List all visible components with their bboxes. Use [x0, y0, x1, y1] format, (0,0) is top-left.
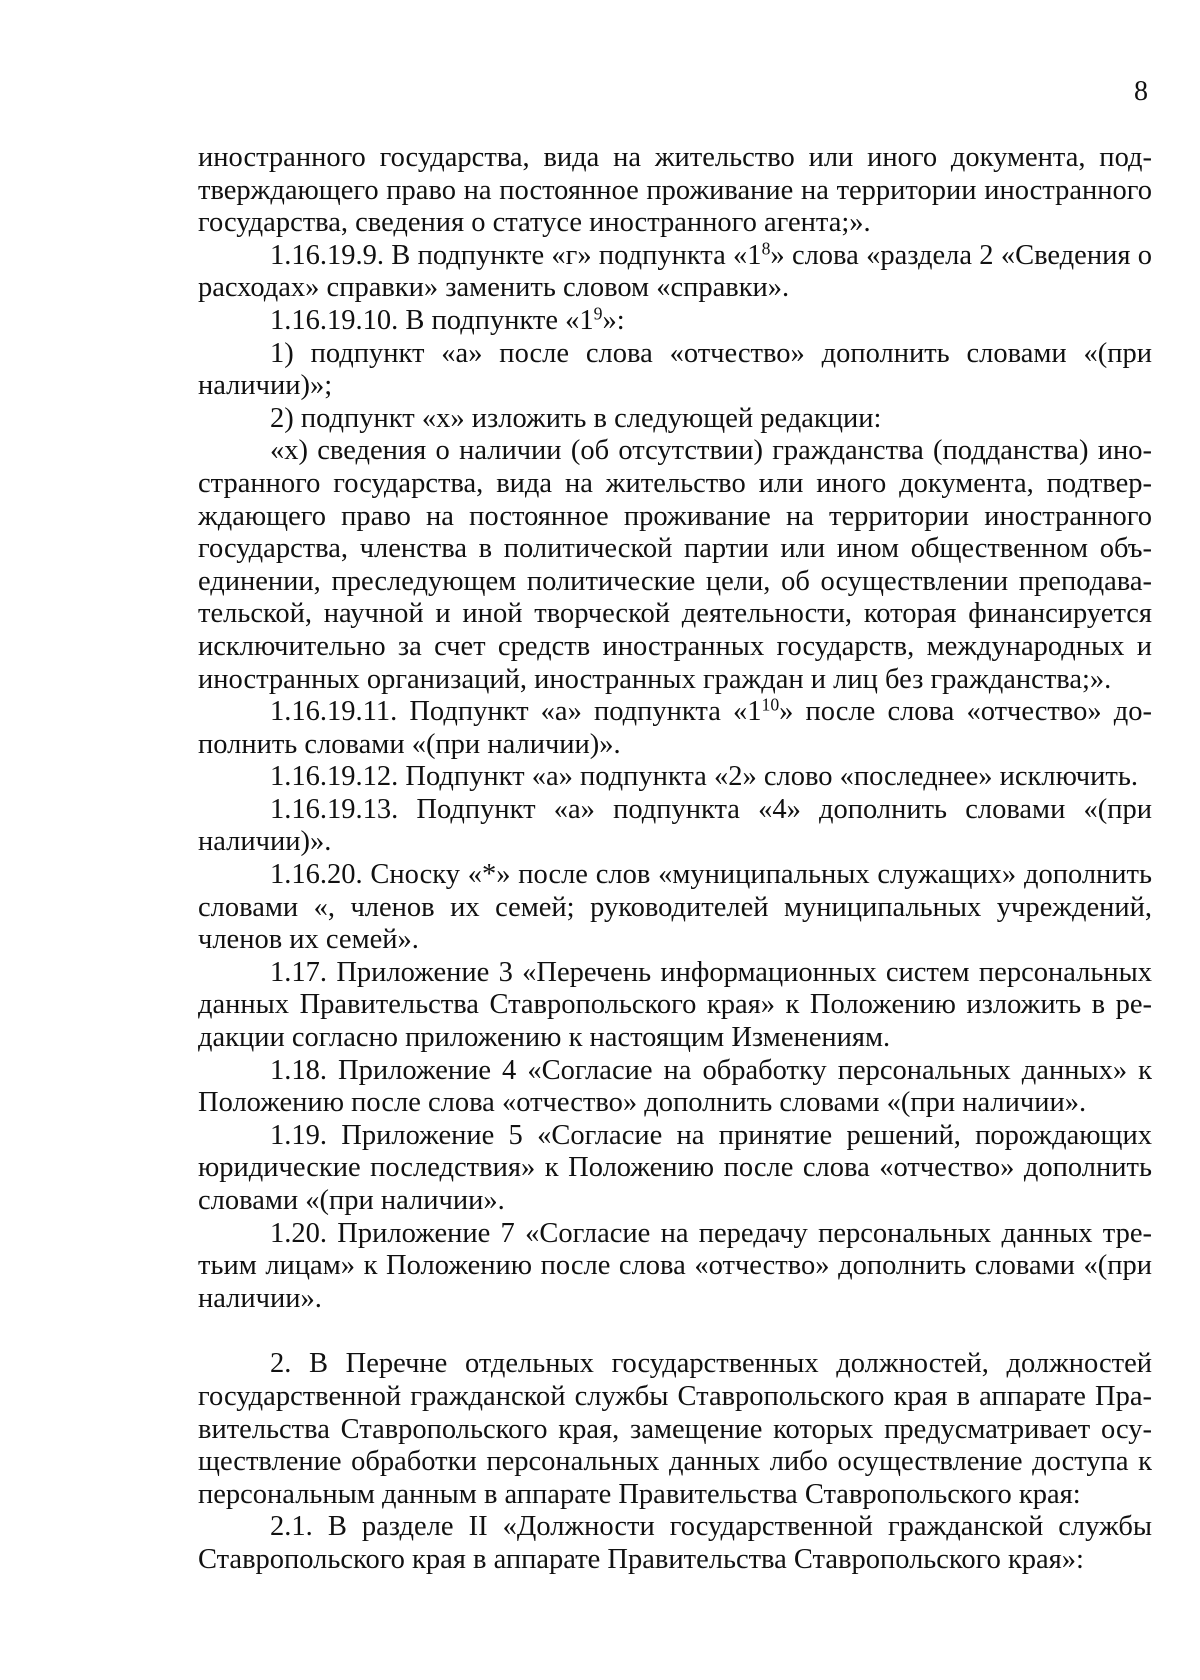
paragraph: «х) сведения о наличии (об отсутствии) гражданства (подданства) иностранного государства, вида на жительство или иного документа, подтверждающего право на постоянное проживание на территории иностранного государства, членства в политической партии или ином общественном объединении, преследующем политические цели, об осуществлении преподавательской, научной и иной творческой деятельности, которая финансируется исключительно за счет средств иностранных государств, международных и иностранных организаций, иностранных граждан и лиц без гражданства;». [198, 435, 1152, 695]
document-body [198, 142, 1152, 1577]
paragraph: 1.17. Приложение 3 «Перечень информационных систем персональных данных Правительства Ставропольского края» к Положению изложить в редакции согласно приложению к настоящим Изменениям. [198, 956, 1152, 1054]
paragraph: 1.16.20. Сноску «*» после слов «муниципальных служащих» дополнить словами «, членов их семей; руководителей муниципальных учреждений, членов их семей». [198, 859, 1152, 956]
superscript: 9 [593, 303, 603, 324]
paragraph: 1.16.19.12. Подпункт «а» подпункта «2» слово «последнее» исключить. [270, 761, 1138, 793]
paragraph: иностранного государства, вида на жительство или иного документа, подтверждающего право на постоянное проживание на территории иностранного государства, сведения о статусе иностранного агента;». [198, 142, 1152, 239]
paragraph: 1.19. Приложение 5 «Согласие на принятие решений, порождающих юридические последствия» к Положению после слова «отчество» дополнить словами «(при наличии». [198, 1119, 1152, 1216]
paragraph: 2.1. В разделе II «Должности государственной гражданской службы Ставропольского края в аппарате Правительства Ставропольского края»: [198, 1511, 1152, 1575]
paragraph: 1) подпункт «а» после слова «отчество» дополнить словами «(при наличии)»; [198, 337, 1152, 402]
paragraph: 1.16.19.10. В подпункте «$1^9$»: [270, 303, 625, 336]
paragraph: 2) подпункт «х» изложить в следующей редакции: [270, 402, 882, 434]
paragraph: 2. В Перечне отдельных государственных должностей, должностей государственной гражданской службы Ставропольского края в аппарате Правительства Ставропольского края, замещение которых предусматривает осуществление обработки персональных данных либо осуществление доступа к персональным данным в аппарате Правительства Ставропольского края: [198, 1348, 1152, 1510]
superscript: 8 [761, 238, 771, 259]
superscript: 10 [761, 694, 780, 715]
paragraph: 1.20. Приложение 7 «Согласие на передачу персональных данных третьим лицам» к Положению после слова «отчество» дополнить словами «(при наличии». [198, 1217, 1152, 1314]
paragraph: 1.18. Приложение 4 «Согласие на обработку персональных данных» к Положению после слова «отчество» дополнить словами «(при наличии». [198, 1054, 1152, 1119]
paragraph: 1.16.19.9. В подпункте «г» подпункта «$1^8$» слова «раздела 2 «Сведения о расходах» справки» заменить словом «справки». [198, 238, 1152, 304]
page-number: 8 [1134, 76, 1148, 107]
paragraph: 1.16.19.11. Подпункт «а» подпункта «$1^{10}$» после слова «отчество» дополнить словами «(при наличии)». [198, 694, 1152, 760]
paragraph: 1.16.19.13. Подпункт «а» подпункта «4» дополнить словами «(при наличии)». [198, 793, 1152, 858]
